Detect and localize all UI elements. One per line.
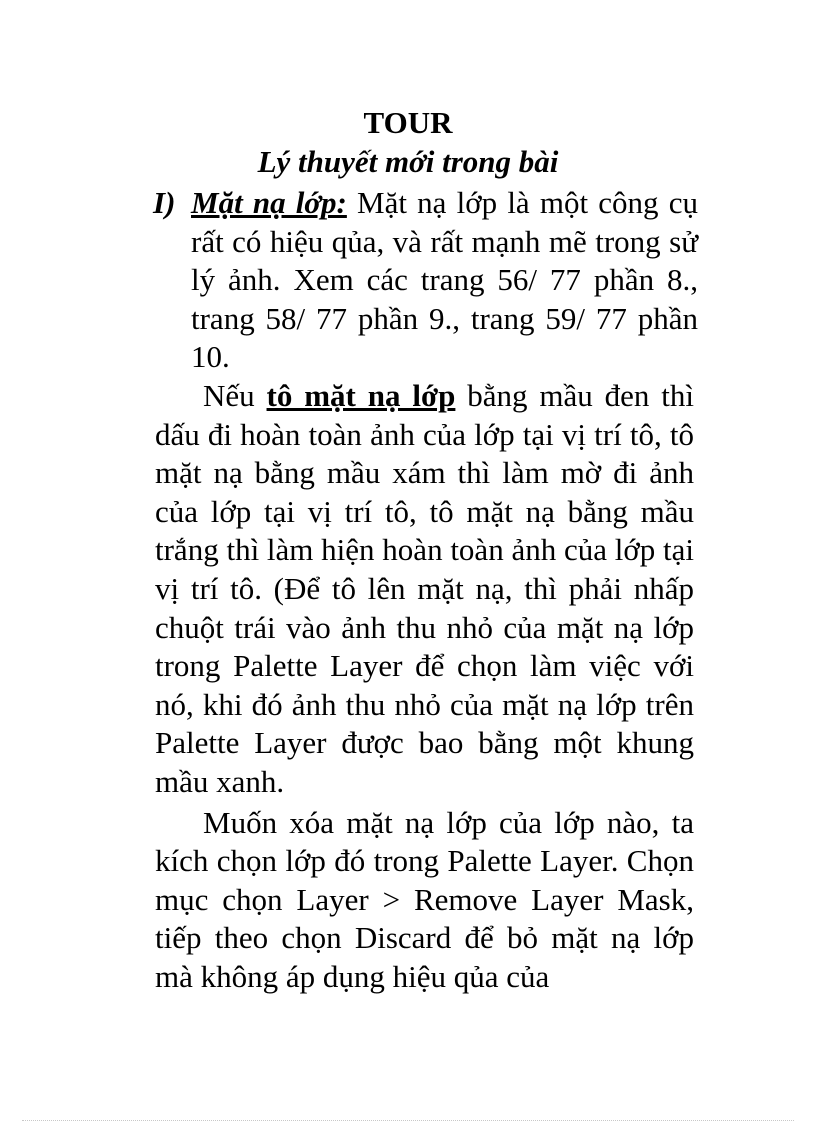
section-layer-mask: [153, 184, 698, 377]
section-text: Mặt nạ lớp là một công cụ rất có hiệu qủa, và rất mạnh mẽ trong sử lý ảnh. Xem các trang 56/ 77 phần 8., trang 58/ 77 phần 9., trang 59/ 77 phần 10.: [191, 185, 698, 375]
section-heading: Mặt nạ lớp:: [191, 185, 347, 220]
paragraph-emphasis: tô mặt nạ lớp: [266, 378, 456, 413]
paragraph-rest: bằng mầu đen thì dấu đi hoàn toàn ảnh của lớp tại vị trí tô, tô mặt nạ bằng mầu xám thì làm mờ đi ảnh của lớp tại vị trí tô, tô mặt nạ bằng mầu trắng thì làm hiện hoàn toàn ảnh của lớp tại vị trí tô. (Để tô lên mặt nạ, thì phải nhấp chuột trái vào ảnh thu nhỏ của mặt nạ lớp trong Palette Layer để chọn làm việc với nó, khi đó ảnh thu nhỏ của mặt nạ lớp trên Palette Layer được bao bằng một khung mầu xanh.: [155, 378, 694, 799]
body-paragraphs: [155, 377, 694, 997]
page-bottom-divider: [22, 1120, 794, 1121]
section-body: [191, 184, 698, 377]
section-number: I): [153, 185, 176, 220]
document-title: TOUR: [363, 105, 453, 140]
paragraph-text: Muốn xóa mặt nạ lớp của lớp nào, ta kích chọn lớp đó trong Palette Layer. Chọn mục chọn Layer > Remove Layer Mask, tiếp theo chọn Discard để bỏ mặt nạ lớp mà không áp dụng hiệu qủa của: [155, 804, 694, 994]
paragraph-paint-mask: [155, 377, 694, 802]
document-subtitle: Lý thuyết mới trong bài: [257, 144, 559, 179]
paragraph-remove-mask: [155, 804, 694, 997]
paragraph-lead: Nếu: [203, 378, 267, 413]
